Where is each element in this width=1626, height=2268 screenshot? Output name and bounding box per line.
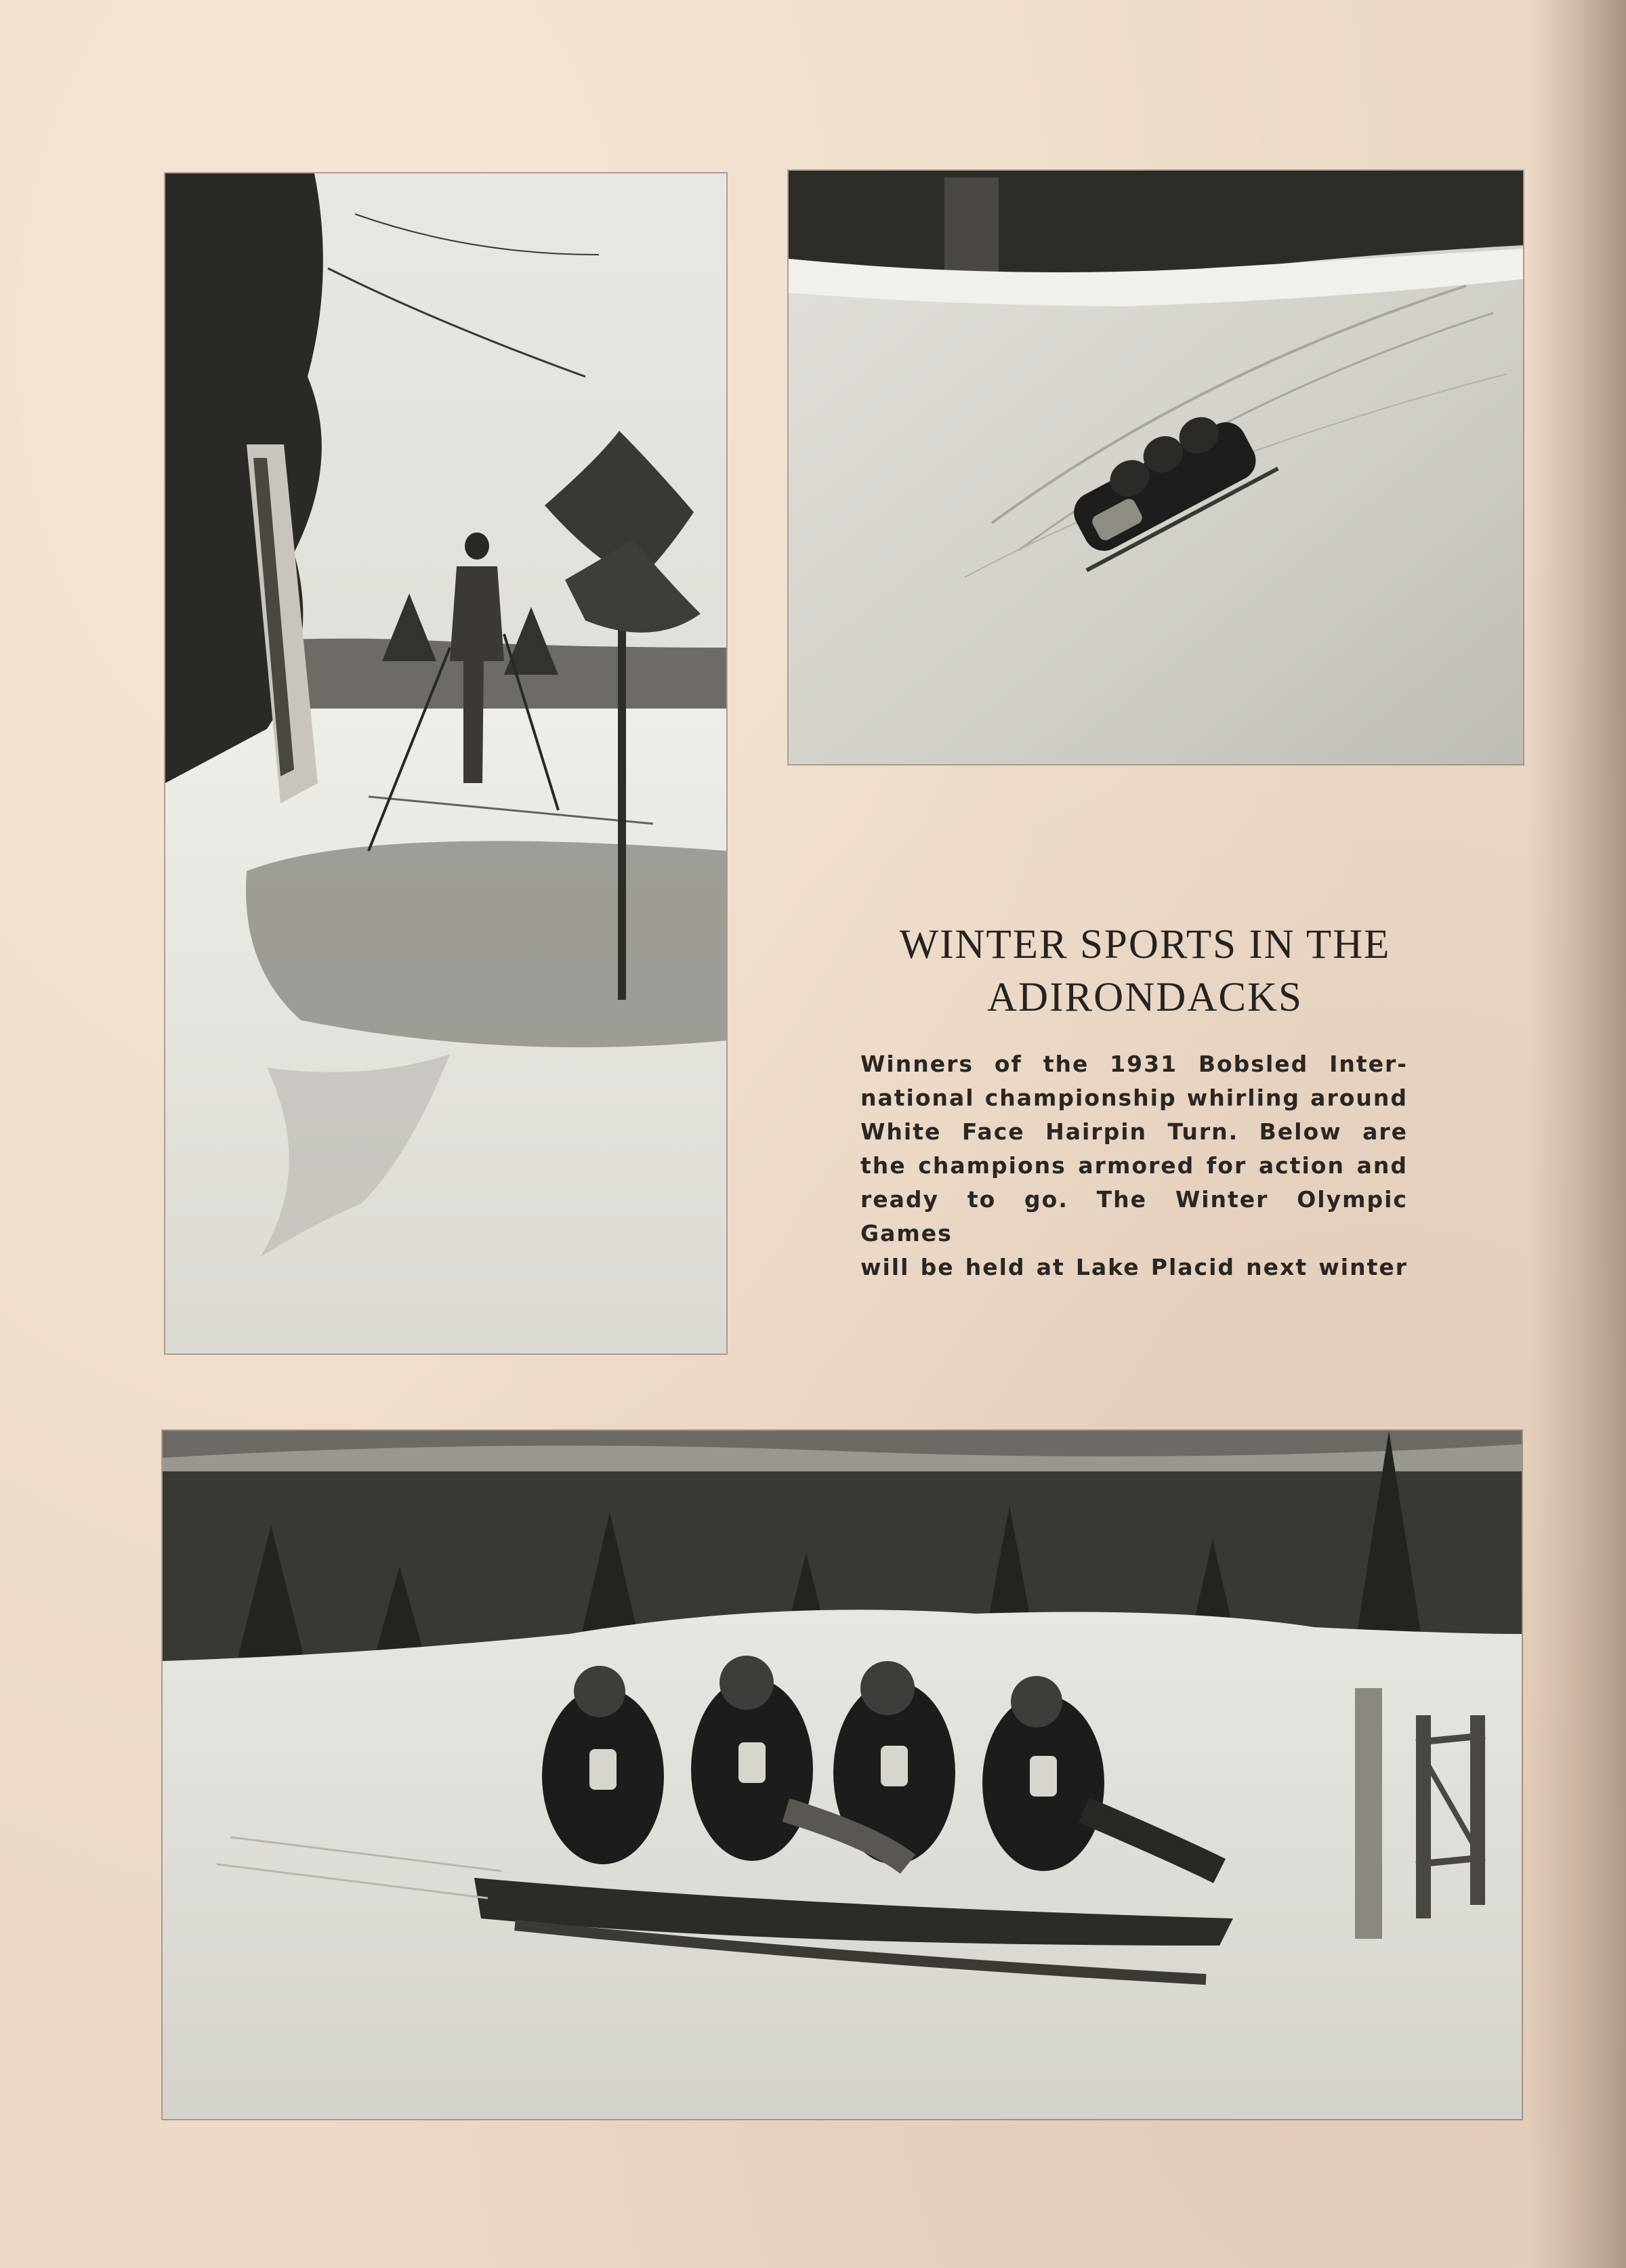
bobsled-team-photo [163,1431,1522,2119]
bobsled-turn-photo [789,171,1523,764]
caption-line: will be held at Lake Placid next winter [860,1254,1408,1280]
headline-line-2: ADIRONDACKS [987,975,1303,1020]
headline-line-1: WINTER SPORTS IN THE [899,922,1391,967]
article-caption [860,1047,1408,1284]
caption-line: ready to go. The Winter Olympic Games [860,1186,1408,1246]
article-headline [840,919,1450,1024]
skier-photo [165,173,726,1353]
caption-line: the champions armored for action and [860,1152,1408,1179]
caption-line: White Face Hairpin Turn. Below are [860,1118,1408,1145]
caption-line: Winners of the 1931 Bobsled Inter- [860,1051,1408,1077]
caption-line: national championship whirling around [860,1085,1408,1111]
